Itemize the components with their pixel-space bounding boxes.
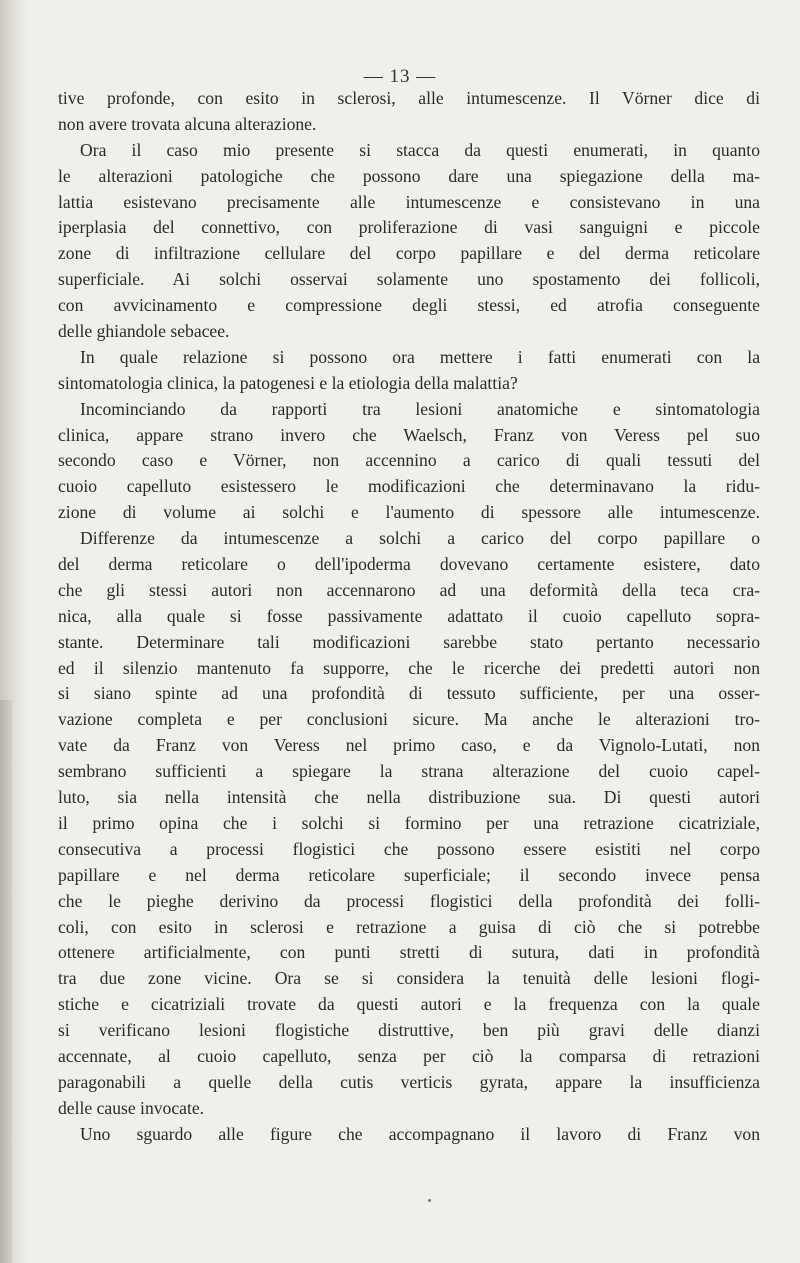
text-line: Differenze da intumescenze a solchi a carico del corpo papillare o (80, 528, 760, 549)
text-line: con avvicinamento e compressione degli stessi, ed atrofia conseguente (58, 295, 760, 316)
text-line: Incominciando da rapporti tra lesioni anatomiche e sintomatologia (80, 398, 760, 419)
page-binding-shadow (0, 700, 12, 1263)
text-line: Uno sguardo alle figure che accompagnano il lavoro di Franz von (80, 1123, 760, 1144)
text-line: stiche e cicatriziali trovate da questi autori e la frequenza con la quale (58, 994, 760, 1015)
text-line: clinica, appare strano invero che Waelsch, Franz von Veress pel suo (58, 424, 760, 445)
text-line: vazione completa e per conclusioni sicure. Ma anche le alterazioni tro- (58, 709, 760, 730)
text-line: lattia esistevano precisamente alle intumescenze e consistevano in una (58, 191, 760, 212)
body-text (58, 86, 760, 1148)
text-line: sintomatologia clinica, la patogenesi e la etiologia della malattia? (58, 372, 518, 393)
text-line: cuoio capelluto esistessero le modificazioni che determinavano la ridu- (58, 476, 760, 497)
text-line: consecutiva a processi flogistici che possono essere esistiti nel corpo (58, 838, 760, 859)
text-line: vate da Franz von Veress nel primo caso, e da Vignolo-Lutati, non (58, 735, 760, 756)
text-line: papillare e nel derma reticolare superficiale; il secondo invece pensa (58, 864, 760, 885)
text-line: che le pieghe derivino da processi flogistici della profondità dei folli- (58, 890, 760, 911)
text-line: accennate, al cuoio capelluto, senza per ciò la comparsa di retrazioni (58, 1045, 760, 1066)
text-line: si siano spinte ad una profondità di tessuto sufficiente, per una osser- (58, 683, 760, 704)
text-line: delle ghiandole sebacee. (58, 321, 230, 342)
text-line: paragonabili a quelle della cutis verticis gyrata, appare la insufficienza (58, 1071, 760, 1092)
text-line: stante. Determinare tali modificazioni sarebbe stato pertanto necessario (58, 631, 760, 652)
text-line: non avere trovata alcuna alterazione. (58, 113, 317, 134)
text-line: si verificano lesioni flogistiche distruttive, ben più gravi delle dianzi (58, 1020, 760, 1041)
text-line: ottenere artificialmente, con punti stretti di sutura, dati in profondità (58, 942, 760, 963)
text-line: In quale relazione si possono ora mettere i fatti enumerati con la (80, 346, 760, 367)
text-line: tive profonde, con esito in sclerosi, alle intumescenze. Il Vörner dice di (58, 88, 760, 108)
text-line: sembrano sufficienti a spiegare la strana alterazione del cuoio capel- (58, 761, 760, 782)
text-line: il primo opina che i solchi si formino per una retrazione cicatriziale, (58, 812, 760, 833)
text-line: ed il silenzio mantenuto fa supporre, che le ricerche dei predetti autori non (58, 657, 760, 678)
text-line: tra due zone vicine. Ora se si considera la tenuità delle lesioni flogi- (58, 968, 760, 989)
page-number: — 13 — (363, 66, 437, 87)
text-line: nica, alla quale si fosse passivamente adattato il cuoio capelluto sopra- (58, 605, 760, 626)
text-line: luto, sia nella intensità che nella distribuzione sua. Di questi autori (58, 787, 760, 808)
text-line: zone di infiltrazione cellulare del corpo papillare e del derma reticolare (58, 243, 760, 264)
text-line: iperplasia del connettivo, con proliferazione di vasi sanguigni e piccole (58, 217, 760, 238)
text-line: zione di volume ai solchi e l'aumento di spessore alle intumescenze. (58, 502, 760, 523)
text-line: che gli stessi autori non accennarono ad una deformità della teca cra- (58, 579, 760, 600)
text-line: superficiale. Ai solchi osservai solamente uno spostamento dei follicoli, (58, 269, 760, 290)
text-line: le alterazioni patologiche che possono dare una spiegazione della ma- (58, 165, 760, 186)
text-line: delle cause invocate. (58, 1097, 205, 1118)
text-line: del derma reticolare o dell'ipoderma dovevano certamente esistere, dato (58, 554, 760, 575)
text-line: Ora il caso mio presente si stacca da questi enumerati, in quanto (80, 139, 760, 160)
text-line: secondo caso e Vörner, non accennino a carico di quali tessuti del (58, 450, 760, 471)
text-line: coli, con esito in sclerosi e retrazione a guisa di ciò che si potrebbe (58, 916, 760, 937)
print-speck (428, 1199, 431, 1202)
